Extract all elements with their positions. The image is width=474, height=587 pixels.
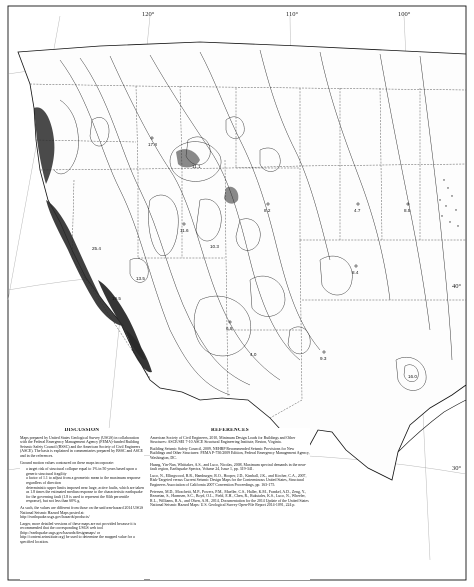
discussion-paragraph: Maps prepared by United States Geological Survey (USGS) in collaboration with the Federal Emergency Management Agency (FEMA)-funded Building Seismic Safety Council (BSSC) and the American Society of Civil Engineers (ASCE). The basis is explained in commentaries prepared by BSSC and ASCE and in the references.	[20, 435, 143, 458]
contour-value: 4.0	[250, 352, 257, 357]
contour-value: 8.2	[264, 208, 271, 213]
contour-value: 25.4	[92, 246, 101, 251]
discussion-paragraph: Larger, more detailed versions of these maps are not provided because it is recommended that the corresponding USGS web tool (http://earthquake.usgs.gov/hazards/designmaps/ or http://content.seinstitute.org) be used to determine the mapped value for a specified location.	[20, 521, 137, 545]
reference-item: Petersen, M.D., Moschetti, M.P., Powers, P.M., Mueller, C.S., Haller, K.M., Frankel, A.D., Zeng, Y., Rezaeian, S., Harmsen, S.C., Boyd, O.L., Field, E.H., Chen, R., Rukstales, K.S., Luco, N., Wheeler, R.L., Williams, R.A., and Olsen, A.H., 2014, Documentation for the 2014 Update of the United States National Seismic Hazard Maps: U.S. Geological Survey Open-File Report 2014-1091, 224 p.	[150, 489, 309, 508]
discussion-paragraph: As such, the values are different from those on the uniform-hazard 2014 USGS National Seismic Hazard Maps posted at: http://earthquake.usgs.gov/hazards/products/	[20, 505, 144, 520]
contour-value: 13.5	[136, 276, 145, 281]
contour-value: 6.8	[226, 326, 233, 331]
reference-item: American Society of Civil Engineers, 2010, Minimum Design Loads for Buildings and Other Structures: ASCE/SEI 7-10 ASCE Structural Engineering Institute, Reston, Virginia.	[150, 435, 296, 445]
reference-item: Luco, N., Ellingwood, B.R., Hamburger, R.O., Hooper, J.D., Kimball, J.K., and Kircher, C.A., 2007, Risk-Targeted versus Current Seismic Design Maps for the Conterminous United States, Structural Engineers Association of California 2007 Convention Proceedings, pp. 163-175.	[150, 473, 307, 487]
discussion-panel	[20, 428, 144, 580]
contour-value: 8.5	[404, 208, 411, 213]
longitude-label: 100°	[398, 11, 411, 18]
discussion-list-item: • deterministic upper limits imposed near large, active faults, which are taken as 1.8 times the estimated median response to the characteristic earthquake for the governing fault (1.8 is used to represent the 84th percentile response), but not less than 60% g.	[26, 486, 144, 504]
references-heading: REFERENCES	[211, 428, 249, 433]
discussion-list-item: • a target risk of structural collapse equal to 1% in 50 years based upon a generic structural fragility	[26, 467, 144, 476]
contour-value: 19.5	[112, 296, 121, 301]
land-area	[18, 42, 466, 480]
reference-item: Building Seismic Safety Council, 2009, NEHRP Recommended Seismic Provisions for New Buildings and Other Structures: FEMA P-750/2009 Edition, Federal Emergency Management Agency, Washington, DC.	[150, 446, 310, 460]
discussion-list	[26, 467, 144, 504]
contour-value: 4.7	[354, 208, 361, 213]
discussion-heading: DISCUSSION	[64, 428, 100, 433]
latitude-label: 40°	[452, 283, 462, 290]
contour-value: 17.8	[148, 142, 157, 147]
contour-value: 16.0	[408, 374, 417, 379]
contour-value: 8.4	[352, 270, 359, 275]
contour-value: 11.1	[192, 164, 201, 169]
longitude-label: 120°	[142, 11, 155, 18]
references-panel	[150, 428, 310, 580]
contour-value: 9.3	[320, 356, 327, 361]
contour-value: 10.3	[210, 244, 219, 249]
discussion-list-item: • a factor of 1.1 to adjust from a geometric mean to the maximum response regardless of direction	[26, 476, 144, 485]
latitude-label: 30°	[452, 465, 462, 472]
reference-item: Huang, Yin-Nan, Whittaker, A.S., and Luco, Nicolas, 2008, Maximum spectral demands in the near-fault region, Earthquake Spectra, Volume 24, Issue 1, pp. 319-341.	[150, 462, 307, 472]
longitude-label: 110°	[286, 11, 299, 18]
contour-value: 11.6	[180, 228, 189, 233]
discussion-paragraph: Ground motion values contoured on these maps incorporate:	[20, 460, 115, 465]
